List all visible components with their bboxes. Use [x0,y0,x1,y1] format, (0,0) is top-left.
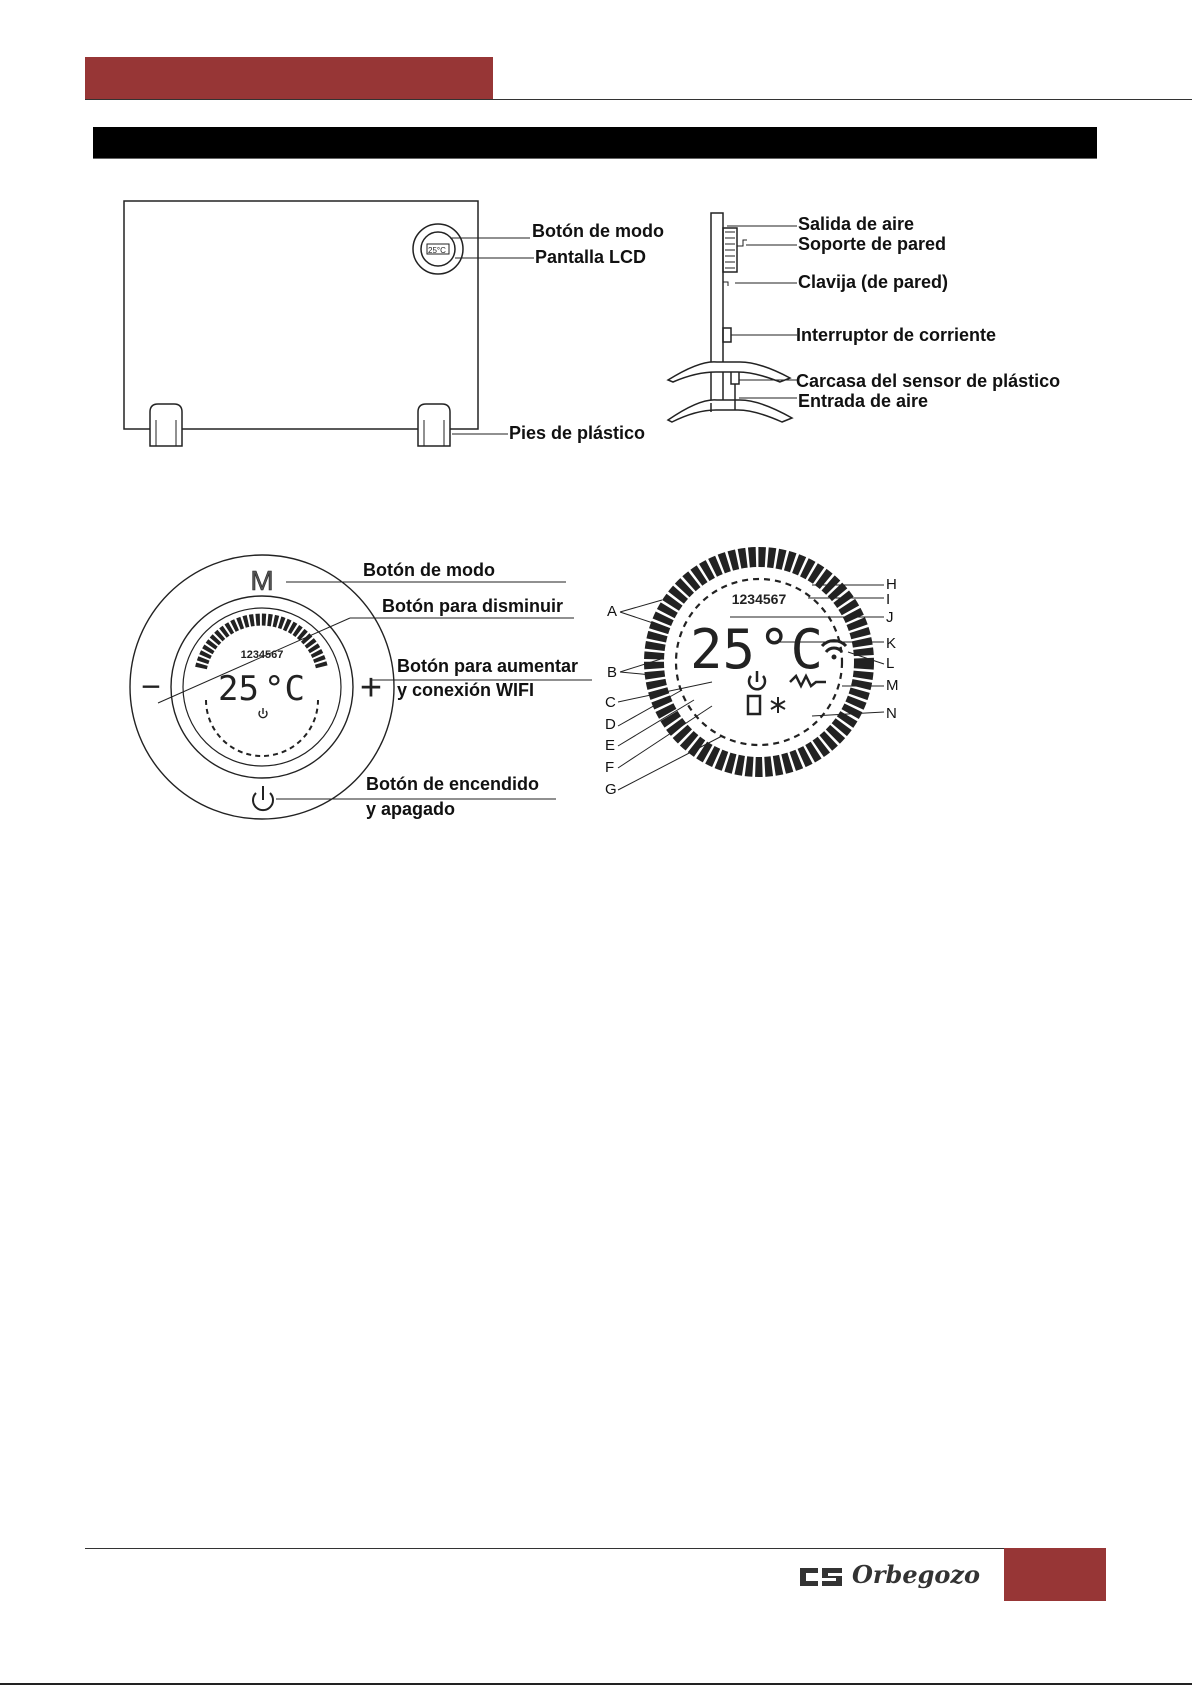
callout-letter: J [886,609,894,626]
label-mode-button: Botón de modo [532,221,664,241]
label-lcd: Pantalla LCD [535,247,647,267]
label-power-button-line2: y apagado [366,799,456,819]
label-increase-button-line1: Botón para aumentar [397,656,579,676]
display-days-row: 1234567 [731,591,787,607]
callout-letter: I [886,591,891,608]
footer-rule [85,1548,1004,1549]
front-lcd-readout: 25°C [428,246,446,255]
callout-letter: B [607,664,618,681]
heater-side-view [668,213,797,422]
label-air-outlet: Salida de aire [798,214,915,234]
brand-name: Orbegozo [852,1560,981,1589]
callout-letter: C [605,694,616,711]
callout-letter: M [886,677,899,694]
display-temperature: 25 [690,618,756,681]
display-unit: °C [758,618,824,681]
unit-readout: °C [264,669,305,709]
callout-letter: N [886,705,897,722]
callout-letter: H [886,576,897,593]
label-decrease-button: Botón para disminuir [382,596,564,616]
label-power-button-line1: Botón de encendido [366,774,539,794]
label-power-switch: Interruptor de corriente [796,325,997,345]
plus-glyph: + [359,667,383,709]
callout-letter: D [605,716,616,733]
brand-logo [798,1560,994,1590]
callout-letter: E [605,737,616,754]
temperature-readout: 25 [218,669,259,709]
callout-letter: A [607,603,618,620]
minus-glyph: − [141,668,161,706]
days-row: 1234567 [240,649,284,661]
label-sensor-housing: Carcasa del sensor de plástico [796,371,1061,391]
label-panel-mode-button: Botón de modo [363,560,495,580]
label-wall-bracket: Soporte de pared [798,234,947,254]
mode-glyph: M [250,565,274,596]
label-air-inlet: Entrada de aire [798,391,929,411]
label-feet: Pies de plástico [509,423,646,443]
heater-front-view [124,201,534,446]
callout-letter: K [886,635,897,652]
callout-letter: L [886,655,895,672]
label-wall-plug: Clavija (de pared) [798,272,949,292]
label-increase-button-line2: y conexión WIFI [397,680,535,700]
footer-accent-block [1004,1548,1106,1601]
callout-letter: F [605,759,615,776]
callout-letter: G [605,781,617,798]
brand-mark-icon [798,1562,848,1592]
